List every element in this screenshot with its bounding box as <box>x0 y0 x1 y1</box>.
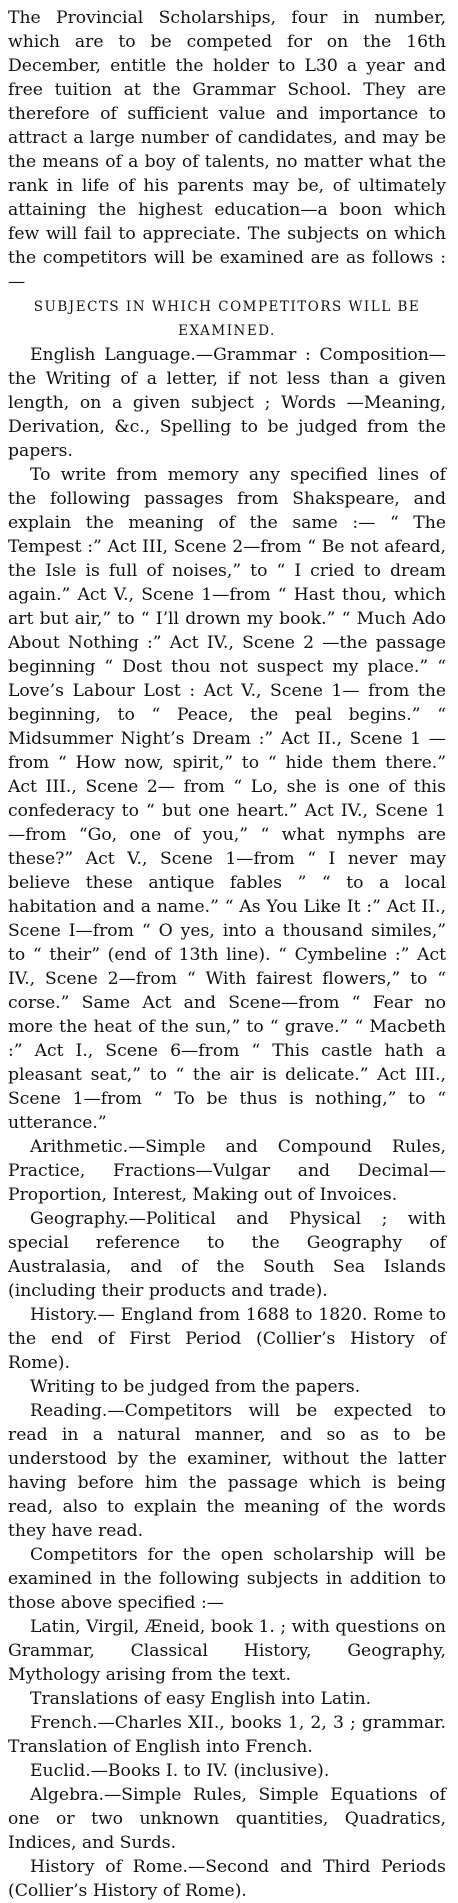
paragraph-geography: Geography.—Political and Physical ; with special reference to the Geography of Australasia, and of the South Sea Islands (including their products and trade). <box>8 1209 446 1301</box>
paragraph-reading: Reading.—Competitors will be expected to read in a natural manner, and so as to be understood by the examiner, without the latter having before him the passage which is being read, also to explain the meaning of the words they have read. <box>8 1401 446 1541</box>
paragraph-translations: Translations of easy English into Latin. <box>30 1689 372 1709</box>
paragraph-shakspeare: To write from memory any specified lines of the following passages from Shakspeare, and explain the meaning of the same :— “ The Tempest :” Act III, Scene 2—from “ Be not afeard, the Isle is full of noises,” to “ I cried to dream again.” Act V., Scene 1—from “ Hast thou, which art but air,” to “ I’ll drown my book.” “ Much Ado About Nothing :” Act IV., Scene 2 —the passage beginning “ Dost thou not suspect my place.” “ Love’s Labour Lost : Act V., Scene 1— from the beginning, to “ Peace, the peal begins.” “ Midsummer Night’s Dream :” Act II., Scene 1 —from “ How now, spirit,” to “ hide them there.” Act III., Scene 2— from “ Lo, she is one of this confederacy to “ but one heart.” Act IV., Scene 1—from “Go, one of you,” “ what nymphs are these?” Act V., Scene 1—from “ I never may believe these antique fables ” “ to a local habitation and a name.” “ As You Like It :” Act II., Scene I—from “ O yes, into a thousand similes,” to “ their” (end of 13th line). “ Cymbeline :” Act IV., Scene 2—from “ With fairest flowers,” to “ corse.” Same Act and Scene—from “ Fear no more the heat of the sun,” to “ grave.” “ Macbeth :” Act I., Scene 6—from “ This castle hath a pleasant seat,” to “ the air is delicate.” Act III., Scene 1—from “ To be thus is nothing,” to “ utterance.” <box>8 465 446 1133</box>
paragraph-arithmetic: Arithmetic.—Simple and Compound Rules, Practice, Fractions—Vulgar and Decimal— Proportion, Interest, Making out of Invoices. <box>8 1137 446 1205</box>
paragraph-algebra: Algebra.—Simple Rules, Simple Equations of one or two unknown quantities, Quadratics, Indices, and Surds. <box>8 1785 446 1853</box>
paragraph-history-of-rome: History of Rome.—Second and Third Periods (Collier’s History of Rome). <box>8 1857 446 1901</box>
paragraph-latin: Latin, Virgil, Æneid, book 1. ; with questions on Grammar, Classical History, Geography, Mythology arising from the text. <box>8 1617 446 1685</box>
paragraph-open-scholarship: Competitors for the open scholarship will be examined in the following subjects in addition to those above specified :— <box>8 1545 446 1613</box>
paragraph-euclid: Euclid.—Books I. to IV. (inclusive). <box>30 1761 330 1781</box>
intro-paragraph: The Provincial Scholarships, four in number, which are to be competed for on the 16th December, entitle the holder to L30 a year and free tuition at the Grammar School. They are therefore of sufficient value and importance to attract a large number of candidates, and may be the means of a boy of talents, no matter what the rank in life of his parents may be, of ultimately attaining the highest education—a boon which few will fail to appreciate. The subjects on which the competitors will be examined are as follows :— <box>8 8 446 292</box>
section-heading: SUBJECTS IN WHICH COMPETITORS WILL BE EXAMINED. <box>33 299 421 339</box>
paragraph-history: History.— England from 1688 to 1820. Rome to the end of First Period (Collier’s History of Rome). <box>8 1305 446 1373</box>
paragraph-french: French.—Charles XII., books 1, 2, 3 ; grammar. Translation of English into French. <box>8 1713 446 1757</box>
paragraph-english-language: English Language.—Grammar : Composition—the Writing of a letter, if not less than a given length, on a given subject ; Words —Meaning, Derivation, &c., Spelling to be judged from the papers. <box>8 345 446 461</box>
paragraph-writing: Writing to be judged from the papers. <box>30 1377 361 1397</box>
